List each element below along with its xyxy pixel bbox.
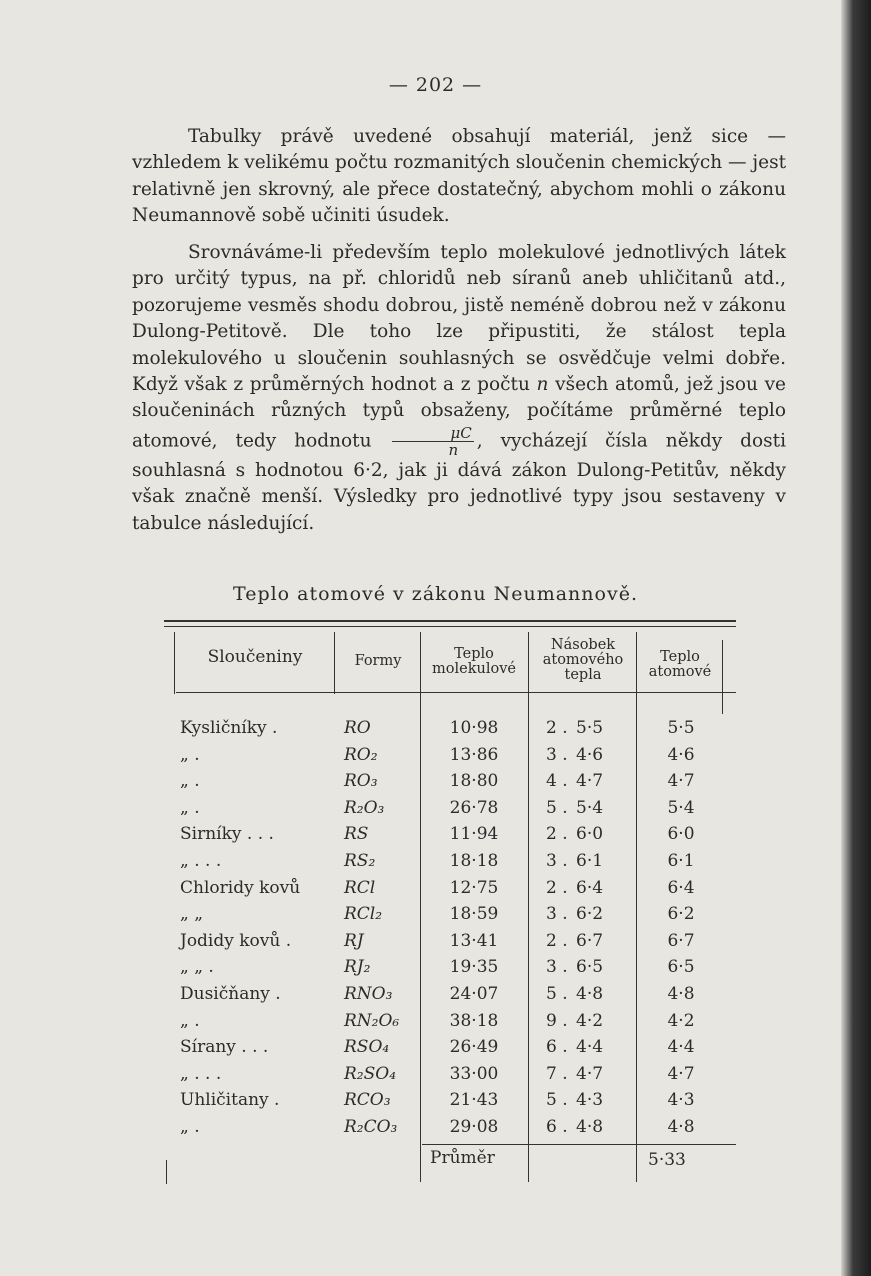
symbol-n: n [536, 374, 549, 396]
row-multiple [546, 1062, 636, 1086]
row-atomic-heat: 4·3 [667, 1090, 695, 1111]
row-atomic-heat: 4·2 [667, 1010, 695, 1031]
row-multiple [546, 902, 636, 926]
paragraph-2-part-2: všech atomů, jež jsou ve sloučeninách různých typů obsaženy, počítáme průměrné teplo atomové, tedy hodnotu [132, 374, 786, 452]
row-multiple-value: 5·5 [576, 718, 604, 738]
row-atomic-heat: 5·4 [667, 797, 695, 818]
header-forms: Formy [354, 653, 402, 669]
row-compound: „ . [180, 1117, 200, 1137]
header-molecular-heat: Teplo molekulové [432, 646, 516, 677]
fraction-numerator: μC [392, 425, 473, 442]
row-compound: „ . . . [180, 1063, 222, 1084]
row-atom-count: 3 . [546, 744, 568, 765]
row-multiple-value: 5·4 [576, 797, 604, 818]
row-atom-count: 6 . [546, 1117, 568, 1137]
row-multiple-value: 6·5 [576, 957, 604, 978]
col-rule-3 [528, 632, 529, 1182]
row-atomic-heat: 4·4 [667, 1037, 695, 1058]
row-multiple [546, 769, 636, 793]
row-atom-count: 2 . [546, 824, 568, 845]
row-atom-count: 5 . [546, 1090, 568, 1111]
header-atomic-heat: Teplo atomové [648, 649, 712, 680]
row-formula: RJ₂ [344, 957, 371, 978]
col-rule-1 [334, 632, 335, 694]
row-multiple [546, 955, 636, 979]
row-compound: Kysličníky . [180, 718, 278, 738]
row-multiple [546, 716, 636, 740]
row-molecular-heat: 29·08 [449, 1117, 499, 1137]
paragraph-2 [132, 240, 786, 537]
row-molecular-heat: 26·78 [449, 797, 499, 818]
row-atom-count: 2 . [546, 718, 568, 738]
row-atomic-heat: 4·7 [667, 1063, 695, 1084]
row-atomic-heat: 6·1 [667, 851, 695, 871]
total-rule [422, 1144, 736, 1145]
row-formula: R₂CO₃ [344, 1117, 398, 1137]
row-compound: „ „ . [180, 957, 214, 978]
row-compound: „ . [180, 1010, 200, 1031]
average-label: Průměr [430, 1148, 495, 1168]
book-spine-shadow [841, 0, 871, 1276]
col-rule-right [722, 640, 723, 714]
row-atomic-heat: 6·0 [667, 824, 695, 845]
row-multiple [546, 796, 636, 820]
paragraph-2-part-3: , vycházejí čísla někdy dosti souhlasná s hodnotou 6·2, jak ji dává zákon Dulong-Petitův, někdy však značně menší. Výsledky pro jednotlivé typy jsou sestaveny v tabulce následující. [132, 430, 786, 534]
row-multiple [546, 1115, 636, 1139]
row-molecular-heat: 18·80 [449, 771, 499, 792]
row-molecular-heat: 18·59 [449, 904, 499, 925]
row-atom-count: 4 . [546, 771, 568, 792]
row-multiple-value: 6·0 [576, 824, 604, 845]
row-formula: RNO₃ [344, 984, 393, 1004]
row-formula: RSO₄ [344, 1037, 390, 1058]
row-compound: Sírany . . . [180, 1037, 269, 1058]
row-multiple [546, 1088, 636, 1112]
col-rule-left [174, 632, 175, 694]
row-atom-count: 2 . [546, 877, 568, 898]
row-molecular-heat: 19·35 [449, 957, 499, 978]
row-atomic-heat: 4·8 [667, 1117, 695, 1137]
col-rule-stub [166, 1160, 167, 1184]
col-rule-4 [636, 632, 637, 1182]
row-multiple [546, 822, 636, 846]
row-formula: RS₂ [344, 851, 376, 871]
row-formula: RCl [344, 877, 376, 898]
row-multiple-value: 4·2 [576, 1010, 604, 1031]
row-compound: „ . [180, 744, 200, 765]
row-compound: „ . [180, 797, 200, 818]
row-multiple [546, 1035, 636, 1059]
average-value: 5·33 [648, 1150, 686, 1170]
row-multiple-value: 4·6 [576, 744, 604, 765]
row-formula: RO [344, 718, 371, 738]
row-molecular-heat: 11·94 [449, 824, 499, 845]
row-formula: RO₂ [344, 744, 378, 765]
row-formula: RCO₃ [344, 1090, 391, 1111]
row-atomic-heat: 6·7 [667, 930, 695, 951]
row-atom-count: 3 . [546, 957, 568, 978]
fraction-denominator: n [448, 440, 459, 459]
row-multiple [546, 1009, 636, 1033]
row-compound: Uhličitany . [180, 1090, 280, 1111]
row-multiple-value: 6·1 [576, 851, 604, 871]
page-number: — 202 — [388, 74, 483, 96]
row-atom-count: 6 . [546, 1037, 568, 1058]
row-molecular-heat: 26·49 [449, 1037, 499, 1058]
row-multiple-value: 4·4 [576, 1037, 604, 1058]
row-compound: „ . [180, 771, 200, 792]
row-formula: RJ [344, 930, 364, 951]
row-atomic-heat: 6·2 [667, 904, 695, 925]
row-atomic-heat: 5·5 [667, 718, 695, 738]
row-molecular-heat: 13·86 [449, 744, 499, 765]
row-multiple-value: 6·2 [576, 904, 604, 925]
row-atomic-heat: 4·8 [667, 984, 695, 1004]
row-formula: R₂O₃ [344, 797, 385, 818]
header-compounds: Sloučeniny [207, 647, 303, 667]
row-atom-count: 3 . [546, 904, 568, 925]
row-atomic-heat: 6·4 [667, 877, 695, 898]
row-multiple [546, 743, 636, 767]
row-atom-count: 7 . [546, 1063, 568, 1084]
col-rule-2 [420, 632, 421, 1182]
row-multiple-value: 4·8 [576, 984, 604, 1004]
row-atom-count: 9 . [546, 1010, 568, 1031]
row-molecular-heat: 12·75 [449, 877, 499, 898]
row-multiple-value: 4·7 [576, 771, 604, 792]
row-formula: RS [344, 824, 369, 845]
row-molecular-heat: 24·07 [449, 984, 499, 1004]
row-molecular-heat: 38·18 [449, 1010, 499, 1031]
row-multiple-value: 4·3 [576, 1090, 604, 1111]
row-compound: Jodidy kovů . [180, 930, 292, 951]
table-top-rule [164, 620, 736, 622]
row-multiple [546, 849, 636, 873]
row-compound: Chloridy kovů [180, 877, 301, 898]
table-top-rule-2 [164, 626, 736, 627]
neumann-table [164, 620, 736, 1185]
row-atom-count: 5 . [546, 984, 568, 1004]
row-atom-count: 3 . [546, 851, 568, 871]
row-multiple-value: 4·7 [576, 1063, 604, 1084]
row-multiple-value: 6·7 [576, 930, 604, 951]
row-molecular-heat: 10·98 [449, 718, 499, 738]
row-molecular-heat: 21·43 [449, 1090, 499, 1111]
paragraph-1: Tabulky právě uvedené obsahují materiál, jenž sice — vzhledem k velikému počtu rozmanitých sloučenin chemických — jest relativně jen skrovný, ale přece dostatečný, abychom mohli o zákonu Neumannově sobě učiniti úsudek. [132, 126, 787, 227]
row-atom-count: 5 . [546, 797, 568, 818]
row-multiple [546, 982, 636, 1006]
row-formula: RCl₂ [344, 904, 383, 925]
row-multiple-value: 4·8 [576, 1117, 604, 1137]
header-bottom-rule [176, 692, 736, 693]
row-molecular-heat: 18·18 [449, 851, 499, 871]
row-atomic-heat: 6·5 [667, 957, 695, 978]
row-atomic-heat: 4·7 [667, 771, 695, 792]
header-multiple: Násobek atomového tepla [542, 637, 624, 683]
row-multiple-value: 6·4 [576, 877, 604, 898]
row-formula: RO₃ [344, 771, 378, 792]
row-formula: RN₂O₆ [344, 1010, 400, 1031]
table-caption: Teplo atomové v zákonu Neumannově. [233, 583, 638, 605]
row-compound: „ „ [180, 904, 204, 925]
row-atomic-heat: 4·6 [667, 744, 695, 765]
row-compound: Sirníky . . . [180, 824, 274, 845]
paragraph-2-part-1: Srovnáváme-li především teplo molekulové jednotlivých látek pro určitý typus, na př. chloridů neb síranů aneb uhličitanů atd., pozorujeme vesměs shodu dobrou, jistě neméně dobrou než v zákonu Dulong-Petitově. Dle toho lze připustiti, že stálost tepla molekulového u sloučenin souhlasných se osvědčuje velmi dobře. Když však z průměrných hodnot a z počtu [132, 242, 786, 396]
row-compound: „ . . . [180, 851, 222, 871]
row-multiple [546, 876, 636, 900]
row-multiple [546, 929, 636, 953]
row-formula: R₂SO₄ [344, 1063, 397, 1084]
row-compound: Dusičňany . [180, 984, 281, 1004]
row-molecular-heat: 13·41 [449, 930, 499, 951]
fraction-muC-over-n [392, 425, 473, 458]
row-molecular-heat: 33·00 [449, 1063, 499, 1084]
row-atom-count: 2 . [546, 930, 568, 951]
